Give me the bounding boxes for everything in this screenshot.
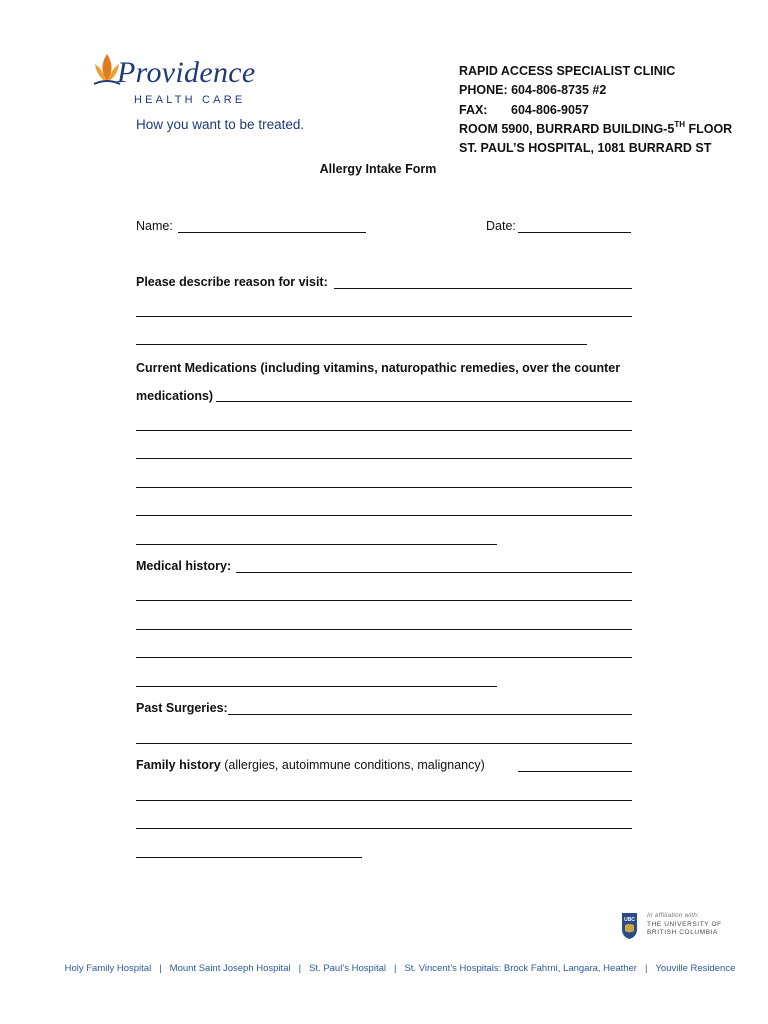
medical-history-field-line-1[interactable] [236, 572, 632, 573]
medical-history-label: Medical history: [136, 559, 232, 573]
medications-label-line-2: medications) [136, 389, 214, 403]
reason-field-line-1[interactable] [334, 288, 632, 289]
fax-label: FAX: [459, 102, 488, 117]
family-history-field-line-1[interactable] [518, 771, 632, 772]
family-history-field-line-2[interactable] [136, 800, 632, 801]
past-surgeries-field-line-1[interactable] [228, 714, 632, 715]
medications-field-line-1[interactable] [216, 401, 632, 402]
medications-field-line-2[interactable] [136, 430, 632, 431]
date-label: Date: [486, 219, 516, 233]
logo-subtitle: HEALTH CARE [134, 94, 246, 106]
reason-field-line-2[interactable] [136, 316, 632, 317]
ubc-crest-text: UBC [624, 917, 635, 923]
ubc-affiliation-label: In affiliation with: [647, 912, 700, 919]
ubc-affiliation [647, 912, 722, 938]
medical-history-field-line-5[interactable] [136, 686, 497, 687]
logo-tagline: How you want to be treated. [136, 117, 305, 132]
footer-separator: | [159, 963, 162, 974]
footer-item-youville: Youville Residence [655, 963, 736, 974]
ubc-crest-icon [621, 912, 638, 940]
medications-field-line-6[interactable] [136, 544, 497, 545]
clinic-room [459, 120, 732, 139]
footer-separator: | [393, 963, 397, 974]
footer-item-mount-saint-joseph: Mount Saint Joseph Hospital [169, 963, 291, 974]
medical-history-field-line-3[interactable] [136, 629, 632, 630]
clinic-fax [459, 101, 732, 120]
footer-item-st-vincents: St. Vincent’s Hospitals: Brock Fahrni, Langara, Heather [404, 963, 637, 974]
name-label: Name: [136, 219, 173, 233]
name-field[interactable] [178, 232, 366, 233]
room-suffix: FLOOR [684, 121, 733, 136]
family-history-note: (allergies, autoimmune conditions, malignancy) [220, 758, 485, 772]
clinic-info [459, 62, 732, 158]
medications-field-line-3[interactable] [136, 458, 632, 459]
reason-label: Please describe reason for visit: [136, 275, 328, 289]
ubc-line-2: BRITISH COLUMBIA [647, 929, 718, 936]
footer-separator: | [644, 963, 648, 974]
clinic-address: ST. PAUL’S HOSPITAL, 1081 BURRARD ST [459, 141, 712, 156]
ubc-line-1: THE UNIVERSITY OF [647, 920, 722, 928]
medications-field-line-4[interactable] [136, 487, 632, 488]
room-prefix: ROOM 5900, BURRARD BUILDING-5 [459, 121, 675, 136]
past-surgeries-label: Past Surgeries: [136, 701, 228, 715]
clinic-phone: PHONE: 604-806-8735 #2 [459, 83, 607, 98]
form-title: Allergy Intake Form [319, 162, 437, 176]
family-history-label-row [136, 758, 485, 773]
family-history-field-line-4[interactable] [136, 857, 362, 858]
footer-item-st-pauls: St. Paul’s Hospital [309, 963, 386, 974]
footer-hospitals [0, 963, 768, 974]
footer-item-holy-family: Holy Family Hospital [64, 963, 152, 974]
family-history-field-line-3[interactable] [136, 828, 632, 829]
clinic-name: RAPID ACCESS SPECIALIST CLINIC [459, 64, 676, 78]
medical-history-field-line-4[interactable] [136, 657, 632, 658]
medications-field-line-5[interactable] [136, 515, 632, 516]
family-history-label: Family history [136, 758, 221, 772]
medications-label-line-1: Current Medications (including vitamins, naturopathic remedies, over the counter [136, 361, 621, 375]
fax-value: 604-806-9057 [511, 102, 589, 117]
past-surgeries-field-line-2[interactable] [136, 743, 632, 744]
room-superscript: TH [674, 119, 685, 129]
medical-history-field-line-2[interactable] [136, 600, 632, 601]
date-field[interactable] [518, 232, 631, 233]
footer-separator: | [298, 963, 302, 974]
reason-field-line-3[interactable] [136, 344, 587, 345]
logo-name: Providence [117, 56, 256, 89]
